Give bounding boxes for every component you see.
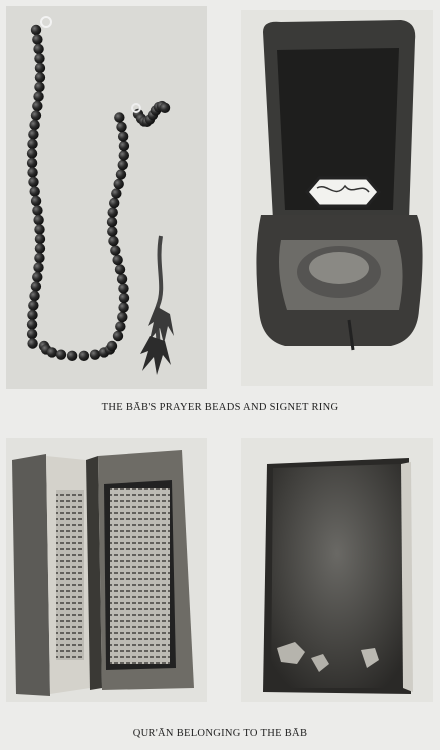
signet-ring-image bbox=[241, 10, 433, 386]
bead bbox=[32, 272, 42, 282]
bead bbox=[32, 34, 42, 44]
signet-ring-photo bbox=[241, 10, 433, 386]
bead bbox=[118, 131, 128, 141]
bead bbox=[27, 148, 37, 158]
bead bbox=[118, 283, 128, 293]
bead bbox=[113, 179, 123, 189]
quran-open-photo bbox=[6, 438, 207, 702]
bead bbox=[28, 177, 38, 187]
bead bbox=[31, 281, 41, 291]
bead bbox=[67, 351, 77, 361]
bead bbox=[27, 338, 37, 348]
bead bbox=[28, 129, 38, 139]
bead bbox=[27, 167, 37, 177]
bead bbox=[109, 198, 119, 208]
bead bbox=[34, 82, 44, 92]
bead bbox=[107, 341, 117, 351]
bead bbox=[113, 331, 123, 341]
prayer-beads-photo bbox=[6, 6, 207, 389]
bead bbox=[31, 25, 41, 35]
bead bbox=[119, 293, 129, 303]
bead bbox=[33, 215, 43, 225]
bead bbox=[117, 312, 127, 322]
bead bbox=[115, 264, 125, 274]
bead bbox=[32, 205, 42, 215]
bead bbox=[47, 347, 57, 357]
bead bbox=[34, 224, 44, 234]
bead bbox=[33, 91, 43, 101]
bead bbox=[115, 321, 125, 331]
bead bbox=[33, 44, 43, 54]
bead bbox=[107, 207, 117, 217]
bead bbox=[31, 196, 41, 206]
bead bbox=[35, 234, 45, 244]
quran-open-image bbox=[6, 438, 207, 702]
bead bbox=[111, 188, 121, 198]
bead bbox=[35, 243, 45, 253]
bead bbox=[27, 139, 37, 149]
bead bbox=[29, 120, 39, 130]
quran-closed-photo bbox=[241, 438, 433, 702]
bead bbox=[56, 349, 66, 359]
bead bbox=[32, 101, 42, 111]
bead bbox=[28, 300, 38, 310]
bead bbox=[119, 150, 129, 160]
bead bbox=[35, 72, 45, 82]
bead bbox=[34, 53, 44, 63]
bead bbox=[107, 217, 117, 227]
bead bbox=[108, 236, 118, 246]
bead bbox=[79, 351, 89, 361]
bead bbox=[118, 160, 128, 170]
top-caption: THE BĀB'S PRAYER BEADS AND SIGNET RING bbox=[101, 402, 339, 413]
bead bbox=[29, 186, 39, 196]
bead bbox=[117, 274, 127, 284]
bead bbox=[27, 329, 37, 339]
bead bbox=[110, 245, 120, 255]
quran-closed-image bbox=[241, 438, 433, 702]
bead bbox=[114, 112, 124, 122]
bead bbox=[33, 262, 43, 272]
bottom-caption: QUR'ĀN BELONGING TO THE BĀB bbox=[132, 728, 308, 739]
bead bbox=[116, 122, 126, 132]
bead bbox=[160, 103, 170, 113]
bead bbox=[90, 349, 100, 359]
bead bbox=[34, 253, 44, 263]
bead bbox=[27, 158, 37, 168]
bead bbox=[112, 255, 122, 265]
bead bbox=[27, 319, 37, 329]
bead bbox=[116, 169, 126, 179]
bead bbox=[31, 110, 41, 120]
bead bbox=[29, 291, 39, 301]
prayer-beads-image bbox=[6, 6, 207, 389]
bead bbox=[118, 302, 128, 312]
bead bbox=[27, 310, 37, 320]
bead bbox=[35, 63, 45, 73]
bead bbox=[119, 141, 129, 151]
bead bbox=[107, 226, 117, 236]
